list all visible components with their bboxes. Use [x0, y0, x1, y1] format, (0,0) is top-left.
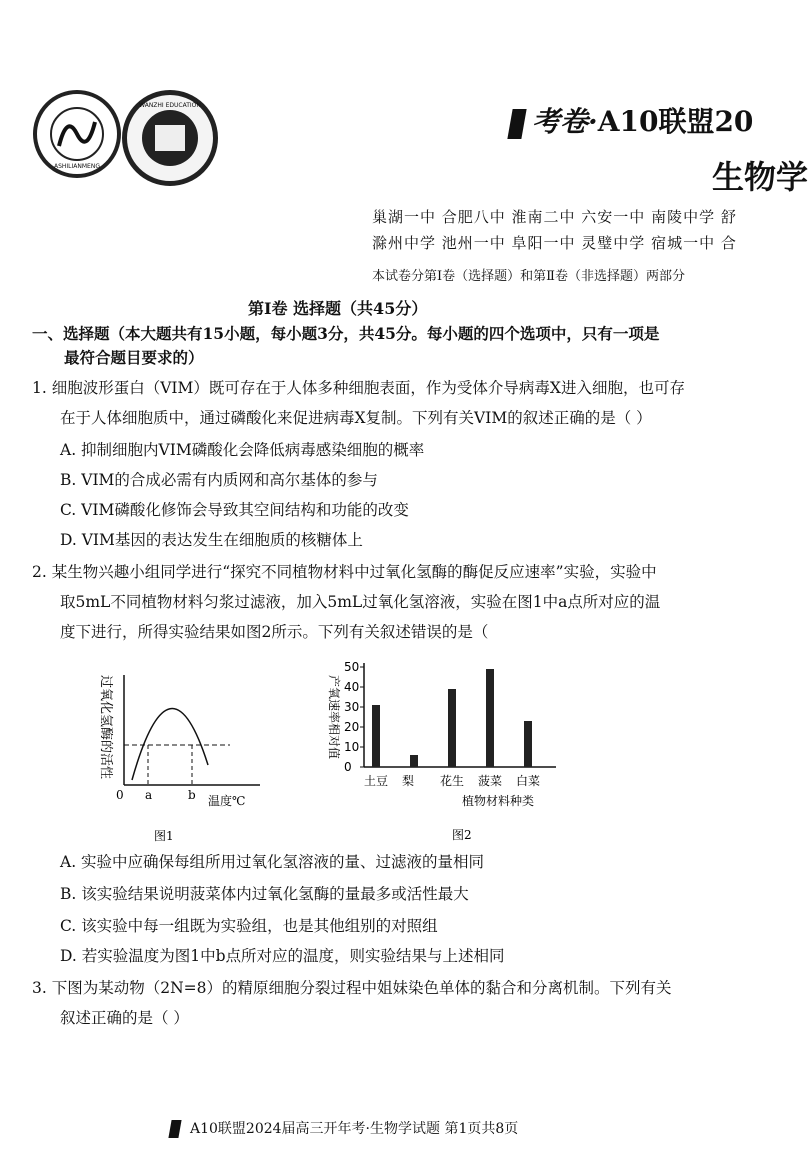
- page-footer: [170, 1118, 518, 1138]
- fig1-caption: 图1: [154, 829, 174, 843]
- q2-stem-3: 度下进行，所得实验结果如图2所示。下列有关叙述错误的是（: [60, 623, 489, 641]
- fig2-ytick-label: 20: [344, 720, 360, 734]
- fig2-ytick-label: 50: [344, 660, 360, 674]
- figure-1: [80, 665, 280, 849]
- fig2-category-label: 白菜: [516, 774, 541, 788]
- q1-stem-1: 1. 细胞波形蛋白（VIM）既可存在于人体多种细胞表面，作为受体介导病毒X进入细胞，也可存: [32, 379, 685, 397]
- fig2-bar: [410, 755, 418, 767]
- q2-option-d: D. 若实验温度为图1中b点所对应的温度，则实验结果与上述相同: [60, 947, 505, 965]
- fig2-bar: [448, 689, 456, 767]
- figure-1-svg: [80, 665, 280, 845]
- paper-note: 本试卷分第Ⅰ卷（选择题）和第Ⅱ卷（非选择题）两部分: [372, 269, 685, 284]
- fig2-category-label: 梨: [402, 774, 415, 788]
- fig2-xlabel: 植物材料种类: [462, 794, 535, 808]
- section-title: 第Ⅰ卷 选择题（共45分）: [248, 299, 428, 318]
- fig1-origin-label: 0: [116, 788, 124, 802]
- fig2-category-label: 土豆: [364, 774, 389, 788]
- alliance-logo: [33, 90, 121, 178]
- wanzhi-logo-text: WANZHI EDUCATION: [139, 102, 201, 109]
- fig2-ytick-label: 40: [344, 680, 360, 694]
- brand-prefix: 考卷·: [532, 105, 598, 138]
- footer-mark-icon: [168, 1120, 181, 1138]
- q1-option-d: D. VIM基因的表达发生在细胞质的核糖体上: [60, 531, 363, 549]
- fig1-tick-b: b: [188, 788, 196, 802]
- fig2-ytick-label: 10: [344, 740, 360, 754]
- fig2-category-label: 花生: [440, 774, 465, 788]
- fig2-category-label: 菠菜: [478, 774, 503, 788]
- subject-title: 生物学: [712, 158, 808, 196]
- alliance-logo-icon: [37, 94, 117, 174]
- exam-brand: [510, 100, 753, 140]
- section-instruction-1: 一、选择题（本大题共有15小题，每小题3分，共45分。每小题的四个选项中，只有一项是: [32, 324, 660, 343]
- footer-text: A10联盟2024届高三开年考·生物学试题 第1页共8页: [190, 1121, 519, 1137]
- brand-title: A10联盟20: [597, 105, 754, 138]
- q2-option-a: A. 实验中应确保每组所用过氧化氢溶液的量、过滤液的量相同: [60, 853, 485, 871]
- fig1-xlabel: 温度℃: [208, 794, 246, 808]
- q1-option-b: B. VIM的合成必需有内质网和高尔基体的参与: [60, 471, 378, 489]
- fig2-caption: 图2: [452, 828, 472, 842]
- q1-stem-2: 在于人体细胞质中，通过磷酸化来促进病毒X复制。下列有关VIM的叙述正确的是（ ）: [60, 409, 652, 427]
- schools-line-1: 巢湖一中 合肥八中 淮南二中 六安一中 南陵中学 舒: [372, 208, 737, 226]
- q2-option-b: B. 该实验结果说明菠菜体内过氧化氢酶的量最多或活性最大: [60, 885, 469, 903]
- brand-mark-icon: [507, 109, 526, 139]
- fig2-bar: [372, 705, 380, 767]
- wanzhi-logo-icon: [127, 95, 213, 181]
- figure-2-svg: [320, 655, 570, 845]
- q1-option-a: A. 抑制细胞内VIM磷酸化会降低病毒感染细胞的概率: [60, 441, 425, 459]
- q3-stem-1: 3. 下图为某动物（2N=8）的精原细胞分裂过程中姐妹染色单体的黏合和分离机制。下列有关: [32, 979, 672, 997]
- q1-option-c: C. VIM磷酸化修饰会导致其空间结构和功能的改变: [60, 501, 409, 519]
- q2-stem-1: 2. 某生物兴趣小组同学进行“探究不同植物材料中过氧化氢酶的酶促反应速率”实验，实验中: [32, 563, 657, 581]
- fig2-ytick-label: 0: [344, 760, 352, 774]
- q2-stem-2: 取5mL不同植物材料匀浆过滤液，加入5mL过氧化氢溶液，实验在图1中a点所对应的温: [60, 593, 661, 611]
- fig1-tick-a: a: [145, 788, 153, 802]
- section-instruction-2: 最符合题目要求的）: [64, 348, 204, 367]
- fig2-bar: [524, 721, 532, 767]
- figure-2: [320, 655, 570, 849]
- q2-option-c: C. 该实验中每一组既为实验组，也是其他组别的对照组: [60, 917, 438, 935]
- fig2-ytick-label: 30: [344, 700, 360, 714]
- fig2-ylabel: 产氧速率相对值: [327, 675, 341, 760]
- fig2-bar: [486, 669, 494, 767]
- wanzhi-education-logo: [122, 90, 218, 186]
- schools-line-2: 滁州中学 池州一中 阜阳一中 灵璧中学 宿城一中 合: [372, 234, 737, 252]
- fig1-ylabel: 过氧化氢酶的活性: [98, 675, 113, 780]
- q3-stem-2: 叙述正确的是（ ）: [60, 1009, 189, 1027]
- alliance-logo-text: ASHILIANMENG: [53, 163, 101, 170]
- fig1-activity-curve: [132, 709, 208, 780]
